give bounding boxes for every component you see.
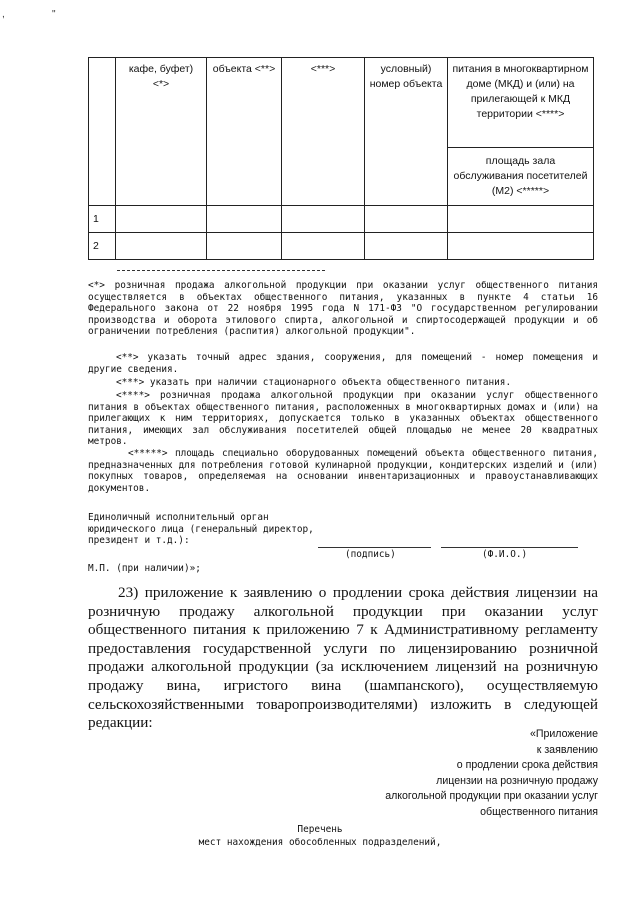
table-header-cell: кафе, буфет) <*> (116, 58, 207, 206)
table-row-number: 1 (89, 206, 116, 233)
list-subtitle: мест нахождения обособленных подразделений, (198, 837, 442, 848)
footnote-4: <****> розничная продажа алкогольной продукции при оказании услуг общественного питания в объектах общественного питания, расположенных в многоквартирных домах и (или) на прилегающих к ним территориях, допускается только в указанных объектах общественного питания, имеющих зал обслуживания посетителей общей площадью не менее 20 квадратных метров. (88, 390, 598, 447)
table-cell[interactable] (207, 233, 282, 260)
appendix-heading (298, 727, 598, 821)
list-title: Перечень (297, 824, 343, 835)
appendix-line: общественного питания (480, 805, 598, 818)
footnote-1: <*> розничная продажа алкогольной продукции при оказании услуг общественного питания осуществляется в объектах общественного питания, указанных в пункте 4 статьи 16 Федерального закона от 22 ноября 1995 года N 171-ФЗ "О государственном регулировании производства и оборота этилового спирта, алкогольной и спиртосодержащей продукции и об ограничении потребления (распития) алкогольной продукции". (88, 280, 598, 337)
footnote-5: <*****> площадь специально оборудованных помещений объекта общественного питания, предназначенных для потребления готовой кулинарной продукции, кондитерских изделий и (или) покупных товаров, определяемая на основании инвентаризационных и правоустанавливающих документов. (88, 448, 598, 494)
table-header-cell: питания в многоквартирном доме (МКД) и (или) на прилегающей к МКД территории <****> (448, 58, 594, 148)
scan-mark: " (52, 9, 56, 20)
scan-mark: , (2, 9, 5, 20)
fio-line[interactable] (441, 547, 578, 548)
stamp-label: М.П. (при наличии)»; (88, 563, 201, 574)
signatory-label: Единоличный исполнительный орган юридического лица (генеральный директор, президент и т.д.): (88, 512, 314, 546)
table-row-number: 2 (89, 233, 116, 260)
appendix-line: лицензии на розничную продажу (436, 774, 598, 787)
appendix-line: «Приложение (529, 728, 598, 740)
table-header-cell: объекта <**> (207, 58, 282, 206)
fio-caption: (Ф.И.О.) (482, 549, 528, 560)
table-cell[interactable] (365, 233, 448, 260)
table-header-cell: площадь зала обслуживания посетителей (М2) <*****> (448, 148, 594, 206)
signature-caption: (подпись) (345, 549, 396, 560)
table-cell[interactable] (116, 206, 207, 233)
table-cell[interactable] (207, 206, 282, 233)
appendix-line: о продлении срока действия (456, 759, 598, 772)
table-cell[interactable] (448, 233, 594, 260)
amendment-paragraph: 23) приложение к заявлению о продлении срока действия лицензии на розничную продажу алкогольной продукции при оказании услуг общественного питания к приложению 7 к Административному регламенту предоставления государственной услуги по лицензированию розничной продажи алкогольной продукции (за исключением лицензий на розничную продажу вина, игристого вина (шампанского), осуществляемую сельскохозяйственными товаропроизводителями) изложить в следующей редакции: (88, 584, 598, 732)
appendix-line: алкогольной продукции при оказании услуг (385, 790, 598, 803)
table-header-cell: <***> (282, 58, 365, 206)
footnote-3: <***> указать при наличии стационарного объекта общественного питания. (116, 377, 512, 388)
table-header-cell: условный) номер объекта (365, 58, 448, 206)
table-cell[interactable] (448, 206, 594, 233)
footnote-divider (117, 270, 325, 271)
table-cell[interactable] (282, 206, 365, 233)
table-cell[interactable] (116, 233, 207, 260)
signature-line[interactable] (318, 547, 431, 548)
objects-table (88, 57, 593, 260)
appendix-line: к заявлению (536, 743, 598, 756)
table-cell (89, 58, 116, 206)
table-cell[interactable] (282, 233, 365, 260)
footnote-2: <**> указать точный адрес здания, сооружения, для помещений - номер помещения и другие сведения. (88, 352, 598, 375)
table-cell[interactable] (365, 206, 448, 233)
